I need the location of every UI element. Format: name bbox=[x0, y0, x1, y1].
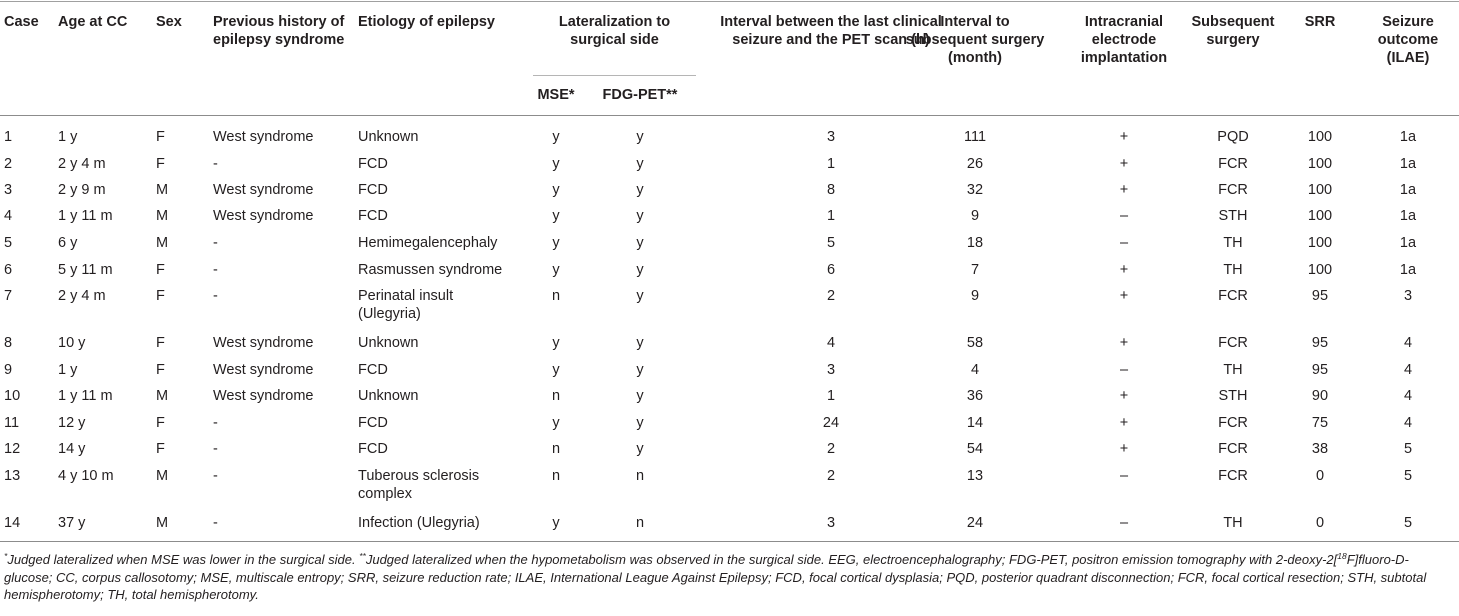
header-subsequent-surgery: Subsequent surgery bbox=[1191, 14, 1275, 48]
cell-case: 3 bbox=[4, 182, 13, 198]
cell-history: - bbox=[213, 262, 218, 278]
cell-age: 10 y bbox=[58, 335, 86, 351]
cell-sex: M bbox=[156, 235, 169, 251]
cell-age: 5 y 11 m bbox=[58, 262, 113, 278]
cell-srr: 100 bbox=[1307, 262, 1333, 278]
cell-etiology: Tuberous sclerosis complex bbox=[358, 468, 480, 502]
lateralization-subrule bbox=[533, 75, 696, 76]
footnote-text-3: F]fluoro-D-glucose; CC, corpus callosotomy; MSE, multiscale entropy; SRR, seizure reduction rate; ILAE, International League Against Epilepsy; FCD, focal cortical dysplasia; PQD, posterior quadrant disconnection; FCR, focal cortical resection; STH, subtotal hemispherotomy; TH, total hemispherotomy. bbox=[4, 552, 1427, 602]
cell-case: 6 bbox=[4, 262, 13, 278]
cell-history: - bbox=[213, 235, 218, 251]
cell-srr: 90 bbox=[1311, 388, 1329, 404]
header-etiology: Etiology of epilepsy bbox=[358, 14, 495, 30]
cell-age: 14 y bbox=[58, 441, 86, 457]
cell-fdg-pet: y bbox=[636, 415, 644, 431]
cell-sex: F bbox=[156, 262, 165, 278]
header-seizure-outcome: Seizure outcome (ILAE) bbox=[1377, 14, 1439, 66]
cell-interval-pet: 3 bbox=[826, 515, 836, 531]
cell-case: 14 bbox=[4, 515, 21, 531]
header-electrode: Intracranial electrode implantation bbox=[1080, 14, 1168, 66]
cell-sex: M bbox=[156, 208, 169, 224]
cell-history: - bbox=[213, 288, 218, 304]
cell-fdg-pet: y bbox=[636, 235, 644, 251]
cell-mse: y bbox=[552, 129, 560, 145]
cell-srr: 38 bbox=[1311, 441, 1329, 457]
cell-history: - bbox=[213, 441, 218, 457]
cell-interval-surgery: 111 bbox=[963, 129, 987, 145]
cell-seizure-outcome: 3 bbox=[1403, 288, 1413, 304]
cell-sex: F bbox=[156, 441, 165, 457]
cell-etiology: Unknown bbox=[358, 388, 419, 404]
cell-mse: n bbox=[551, 441, 561, 457]
cell-srr: 95 bbox=[1311, 335, 1329, 351]
cell-electrode: + bbox=[1119, 288, 1129, 304]
cell-age: 37 y bbox=[58, 515, 86, 531]
cell-interval-surgery: 9 bbox=[970, 208, 980, 224]
header-mse: MSE* bbox=[537, 87, 575, 103]
cell-etiology: FCD bbox=[358, 208, 388, 224]
cell-srr: 0 bbox=[1315, 515, 1325, 531]
cell-subsequent-surgery: FCR bbox=[1218, 156, 1248, 172]
cell-age: 1 y bbox=[58, 362, 78, 378]
cell-etiology: FCD bbox=[358, 156, 388, 172]
cell-etiology: FCD bbox=[358, 415, 388, 431]
cell-age: 4 y 10 m bbox=[58, 468, 114, 484]
cell-electrode: – bbox=[1119, 468, 1129, 484]
header-bottom-rule bbox=[0, 115, 1459, 116]
cell-electrode: – bbox=[1119, 362, 1129, 378]
cell-electrode: + bbox=[1119, 441, 1129, 457]
cell-interval-surgery: 7 bbox=[970, 262, 980, 278]
cell-history: West syndrome bbox=[213, 182, 314, 198]
cell-case: 10 bbox=[4, 388, 21, 404]
cell-history: - bbox=[213, 415, 218, 431]
cell-subsequent-surgery: STH bbox=[1218, 208, 1248, 224]
cell-interval-pet: 3 bbox=[826, 129, 836, 145]
cell-case: 12 bbox=[4, 441, 21, 457]
cell-age: 1 y 11 m bbox=[58, 208, 113, 224]
cell-mse: n bbox=[551, 468, 561, 484]
cell-mse: y bbox=[552, 515, 560, 531]
cell-fdg-pet: n bbox=[635, 515, 645, 531]
cell-case: 9 bbox=[4, 362, 13, 378]
cell-srr: 0 bbox=[1315, 468, 1325, 484]
cell-interval-surgery: 18 bbox=[966, 235, 984, 251]
cell-electrode: – bbox=[1119, 235, 1129, 251]
cell-interval-pet: 2 bbox=[826, 288, 836, 304]
cell-fdg-pet: y bbox=[636, 288, 644, 304]
cell-sex: F bbox=[156, 156, 165, 172]
cell-history: West syndrome bbox=[213, 362, 314, 378]
cell-interval-surgery: 4 bbox=[970, 362, 980, 378]
header-case: Case bbox=[4, 14, 39, 30]
cell-case: 11 bbox=[4, 415, 20, 431]
cell-history: West syndrome bbox=[213, 208, 314, 224]
cell-age: 2 y 9 m bbox=[58, 182, 106, 198]
cell-interval-pet: 4 bbox=[826, 335, 836, 351]
footnote-text-1: Judged lateralized when MSE was lower in the surgical side. bbox=[7, 552, 360, 567]
cell-etiology: FCD bbox=[358, 362, 388, 378]
cell-mse: y bbox=[552, 156, 560, 172]
cell-age: 2 y 4 m bbox=[58, 288, 106, 304]
cell-fdg-pet: y bbox=[636, 182, 644, 198]
cell-subsequent-surgery: FCR bbox=[1218, 182, 1248, 198]
cell-seizure-outcome: 4 bbox=[1403, 362, 1413, 378]
cell-etiology: Hemimegalencephaly bbox=[358, 235, 498, 251]
header-previous-history: Previous history of epilepsy syndrome bbox=[213, 14, 345, 48]
cell-seizure-outcome: 1a bbox=[1399, 129, 1417, 145]
cell-interval-surgery: 54 bbox=[966, 441, 984, 457]
cell-history: - bbox=[213, 468, 218, 484]
cell-srr: 100 bbox=[1307, 182, 1333, 198]
footnote-star-1: * bbox=[4, 551, 8, 561]
header-interval-seizure-pet: Interval between the last clinical seizure and the PET scan (h) bbox=[720, 14, 942, 48]
cell-fdg-pet: y bbox=[636, 335, 644, 351]
cell-subsequent-surgery: TH bbox=[1223, 515, 1243, 531]
cell-subsequent-surgery: FCR bbox=[1218, 441, 1248, 457]
header-fdg-pet: FDG-PET** bbox=[602, 87, 678, 103]
cell-mse: y bbox=[552, 182, 560, 198]
cell-age: 1 y bbox=[58, 129, 78, 145]
cell-interval-pet: 3 bbox=[826, 362, 836, 378]
cell-sex: M bbox=[156, 388, 169, 404]
cell-sex: F bbox=[156, 129, 165, 145]
cell-sex: F bbox=[156, 362, 165, 378]
cell-sex: M bbox=[156, 468, 169, 484]
cell-subsequent-surgery: FCR bbox=[1218, 288, 1248, 304]
cell-subsequent-surgery: STH bbox=[1218, 388, 1248, 404]
cell-case: 7 bbox=[4, 288, 13, 304]
cell-mse: y bbox=[552, 235, 560, 251]
cell-interval-pet: 1 bbox=[826, 208, 836, 224]
cell-electrode: + bbox=[1119, 415, 1129, 431]
cell-srr: 95 bbox=[1311, 362, 1329, 378]
header-sex: Sex bbox=[156, 14, 182, 30]
header-interval-surgery: Interval to subsequent surgery (month) bbox=[905, 14, 1045, 66]
cell-electrode: – bbox=[1119, 515, 1129, 531]
cell-mse: y bbox=[552, 415, 560, 431]
cell-seizure-outcome: 4 bbox=[1403, 415, 1413, 431]
cell-srr: 100 bbox=[1307, 208, 1333, 224]
cell-seizure-outcome: 5 bbox=[1403, 441, 1413, 457]
footnote-star-2: ** bbox=[359, 551, 366, 561]
cell-electrode: + bbox=[1119, 156, 1129, 172]
cell-case: 8 bbox=[4, 335, 13, 351]
cell-srr: 95 bbox=[1311, 288, 1329, 304]
cell-subsequent-surgery: FCR bbox=[1218, 335, 1248, 351]
cell-fdg-pet: y bbox=[636, 388, 644, 404]
cell-sex: M bbox=[156, 515, 169, 531]
cell-mse: n bbox=[551, 388, 561, 404]
cell-interval-pet: 1 bbox=[826, 156, 836, 172]
cell-seizure-outcome: 1a bbox=[1399, 182, 1417, 198]
cell-sex: F bbox=[156, 415, 165, 431]
cell-etiology: Unknown bbox=[358, 129, 419, 145]
cell-mse: y bbox=[552, 335, 560, 351]
cell-interval-pet: 2 bbox=[826, 468, 836, 484]
cell-seizure-outcome: 4 bbox=[1403, 388, 1413, 404]
cell-subsequent-surgery: TH bbox=[1223, 262, 1243, 278]
cell-interval-surgery: 24 bbox=[966, 515, 984, 531]
cell-interval-surgery: 32 bbox=[966, 182, 984, 198]
cell-etiology: FCD bbox=[358, 182, 388, 198]
cell-case: 2 bbox=[4, 156, 13, 172]
cell-seizure-outcome: 1a bbox=[1399, 156, 1417, 172]
cell-seizure-outcome: 5 bbox=[1403, 468, 1413, 484]
cell-interval-pet: 6 bbox=[826, 262, 836, 278]
table-bottom-rule bbox=[0, 541, 1459, 542]
cell-mse: y bbox=[552, 208, 560, 224]
cell-mse: n bbox=[551, 288, 561, 304]
cell-fdg-pet: y bbox=[636, 208, 644, 224]
cell-subsequent-surgery: FCR bbox=[1218, 415, 1248, 431]
cell-case: 5 bbox=[4, 235, 13, 251]
cell-case: 1 bbox=[4, 129, 13, 145]
cell-interval-surgery: 58 bbox=[966, 335, 984, 351]
footnote-text-2: Judged lateralized when the hypometabolism was observed in the surgical side. EEG, electroencephalography; FDG-PET, positron emission tomography with 2-deoxy-2[ bbox=[365, 552, 1338, 567]
cell-fdg-pet: y bbox=[636, 441, 644, 457]
cell-mse: y bbox=[552, 362, 560, 378]
cell-interval-surgery: 13 bbox=[966, 468, 984, 484]
cell-fdg-pet: y bbox=[636, 156, 644, 172]
cell-srr: 100 bbox=[1307, 129, 1333, 145]
cell-electrode: + bbox=[1119, 262, 1129, 278]
cell-age: 12 y bbox=[58, 415, 86, 431]
cell-etiology: Unknown bbox=[358, 335, 419, 351]
cell-seizure-outcome: 1a bbox=[1399, 235, 1417, 251]
cell-srr: 100 bbox=[1307, 235, 1333, 251]
cell-interval-pet: 24 bbox=[822, 415, 840, 431]
header-lateralization: Lateralization to surgical side bbox=[558, 14, 671, 48]
cell-subsequent-surgery: PQD bbox=[1217, 129, 1249, 145]
cell-fdg-pet: y bbox=[636, 129, 644, 145]
cell-etiology: Perinatal insult (Ulegyria) bbox=[358, 288, 454, 322]
cell-age: 2 y 4 m bbox=[58, 156, 106, 172]
cell-subsequent-surgery: TH bbox=[1223, 362, 1243, 378]
cell-interval-surgery: 9 bbox=[970, 288, 980, 304]
cell-sex: F bbox=[156, 335, 165, 351]
cell-case: 4 bbox=[4, 208, 13, 224]
cell-history: West syndrome bbox=[213, 335, 314, 351]
cell-history: - bbox=[213, 156, 218, 172]
cell-electrode: – bbox=[1119, 208, 1129, 224]
cell-interval-surgery: 26 bbox=[966, 156, 984, 172]
table-footnote bbox=[4, 548, 1456, 604]
cell-electrode: + bbox=[1119, 335, 1129, 351]
cell-electrode: + bbox=[1119, 182, 1129, 198]
cell-srr: 100 bbox=[1307, 156, 1333, 172]
cell-history: West syndrome bbox=[213, 129, 314, 145]
cell-interval-surgery: 36 bbox=[966, 388, 984, 404]
cell-etiology: Rasmussen syndrome bbox=[358, 262, 503, 278]
cell-sex: M bbox=[156, 182, 169, 198]
cell-age: 6 y bbox=[58, 235, 78, 251]
cell-seizure-outcome: 1a bbox=[1399, 208, 1417, 224]
cell-subsequent-surgery: FCR bbox=[1218, 468, 1248, 484]
cell-seizure-outcome: 5 bbox=[1403, 515, 1413, 531]
cell-fdg-pet: y bbox=[636, 262, 644, 278]
table-top-rule bbox=[0, 1, 1459, 2]
cell-electrode: + bbox=[1119, 388, 1129, 404]
cell-age: 1 y 11 m bbox=[58, 388, 113, 404]
cell-fdg-pet: y bbox=[636, 362, 644, 378]
cell-interval-pet: 8 bbox=[826, 182, 836, 198]
cell-etiology: Infection (Ulegyria) bbox=[358, 515, 480, 531]
cell-mse: y bbox=[552, 262, 560, 278]
cell-electrode: + bbox=[1119, 129, 1129, 145]
cell-seizure-outcome: 4 bbox=[1403, 335, 1413, 351]
cell-fdg-pet: n bbox=[635, 468, 645, 484]
cell-history: - bbox=[213, 515, 218, 531]
cell-sex: F bbox=[156, 288, 165, 304]
cell-interval-pet: 2 bbox=[826, 441, 836, 457]
footnote-isotope-superscript: 18 bbox=[1337, 551, 1347, 561]
cell-srr: 75 bbox=[1311, 415, 1329, 431]
cell-seizure-outcome: 1a bbox=[1399, 262, 1417, 278]
cell-subsequent-surgery: TH bbox=[1223, 235, 1243, 251]
header-age: Age at CC bbox=[58, 14, 128, 30]
cell-history: West syndrome bbox=[213, 388, 314, 404]
cell-interval-pet: 5 bbox=[826, 235, 836, 251]
cell-interval-surgery: 14 bbox=[966, 415, 984, 431]
header-srr: SRR bbox=[1304, 14, 1336, 30]
cell-interval-pet: 1 bbox=[826, 388, 836, 404]
cell-case: 13 bbox=[4, 468, 21, 484]
cell-etiology: FCD bbox=[358, 441, 388, 457]
